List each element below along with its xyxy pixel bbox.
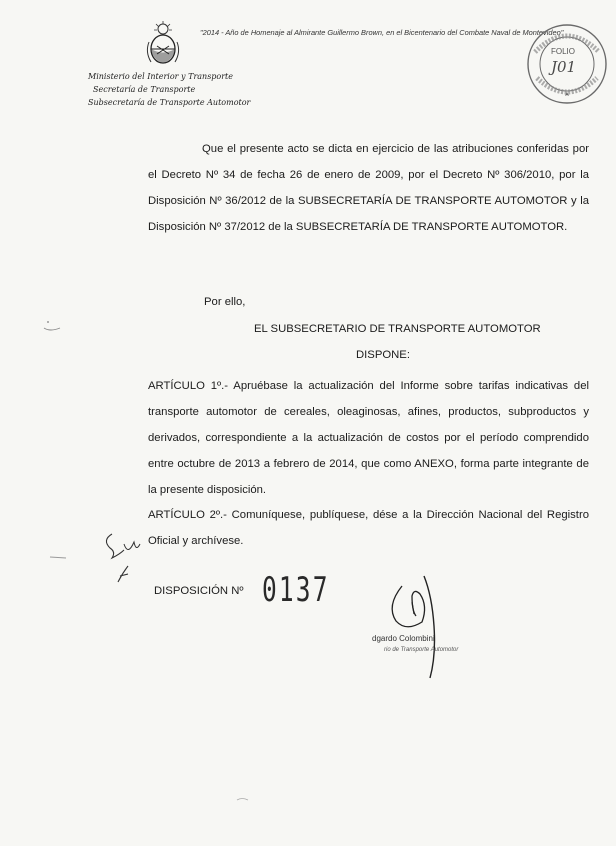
paper-speck-icon: [236, 796, 250, 804]
signature-icon: [372, 566, 472, 686]
margin-dash-icon: [48, 552, 70, 562]
initials-mark-icon: [98, 530, 148, 588]
por-ello-text: Por ello,: [204, 296, 246, 308]
disposition-label: DISPOSICIÓN Nº: [154, 585, 244, 597]
subsecretariat-line: Subsecretaría de Transporte Automotor: [88, 98, 251, 107]
coat-of-arms-icon: [143, 20, 183, 68]
stamp-folio-label: FOLIO: [551, 47, 576, 56]
stamp-folio-number: J01: [551, 58, 577, 76]
header-epigraph: "2014 - Año de Homenaje al Almirante Guillermo Brown, en el Bicentenario del Combate Naval de Montevideo": [200, 28, 564, 37]
considering-paragraph: Que el presente acto se dicta en ejercicio de las atribuciones conferidas por el Decreto Nº 34 de fecha 26 de enero de 2009, por el Decreto Nº 306/2010, por la Disposición Nº 36/2012 de la SUBSECRETARÍA DE TRANSPORTE AUTOMOTOR y la Disposición Nº 37/2012 de la SUBSECRETARÍA DE TRANSPORTE AUTOMOTOR.: [148, 143, 589, 233]
signatory-name: dgardo Colombini: [372, 634, 435, 643]
article-1: ARTÍCULO 1º.- Apruébase la actualización del Informe sobre tarifas indicativas del transporte automotor de cereales, oleaginosas, afines, productos, subproductos y derivados, correspondiente a la actualización de costos por el período comprendido entre octubre de 2013 a febrero de 2014, que como ANEXO, forma parte integrante de la presente disposición.: [148, 380, 589, 496]
disposition-number: 0137: [262, 570, 330, 610]
margin-mark-icon: [40, 318, 64, 334]
secretariat-line: Secretaría de Transporte: [93, 85, 196, 94]
ministry-header: [88, 70, 250, 109]
ministry-line: Ministerio del Interior y Transporte: [88, 72, 234, 81]
dispone-heading: DISPONE:: [356, 349, 410, 361]
signatory-role: rio de Transporte Automotor: [384, 647, 459, 653]
authority-heading: EL SUBSECRETARIO DE TRANSPORTE AUTOMOTOR: [254, 323, 541, 335]
article-2: ARTÍCULO 2º.- Comuníquese, publíquese, dése a la Dirección Nacional del Registro Oficial y archívese.: [148, 509, 589, 547]
